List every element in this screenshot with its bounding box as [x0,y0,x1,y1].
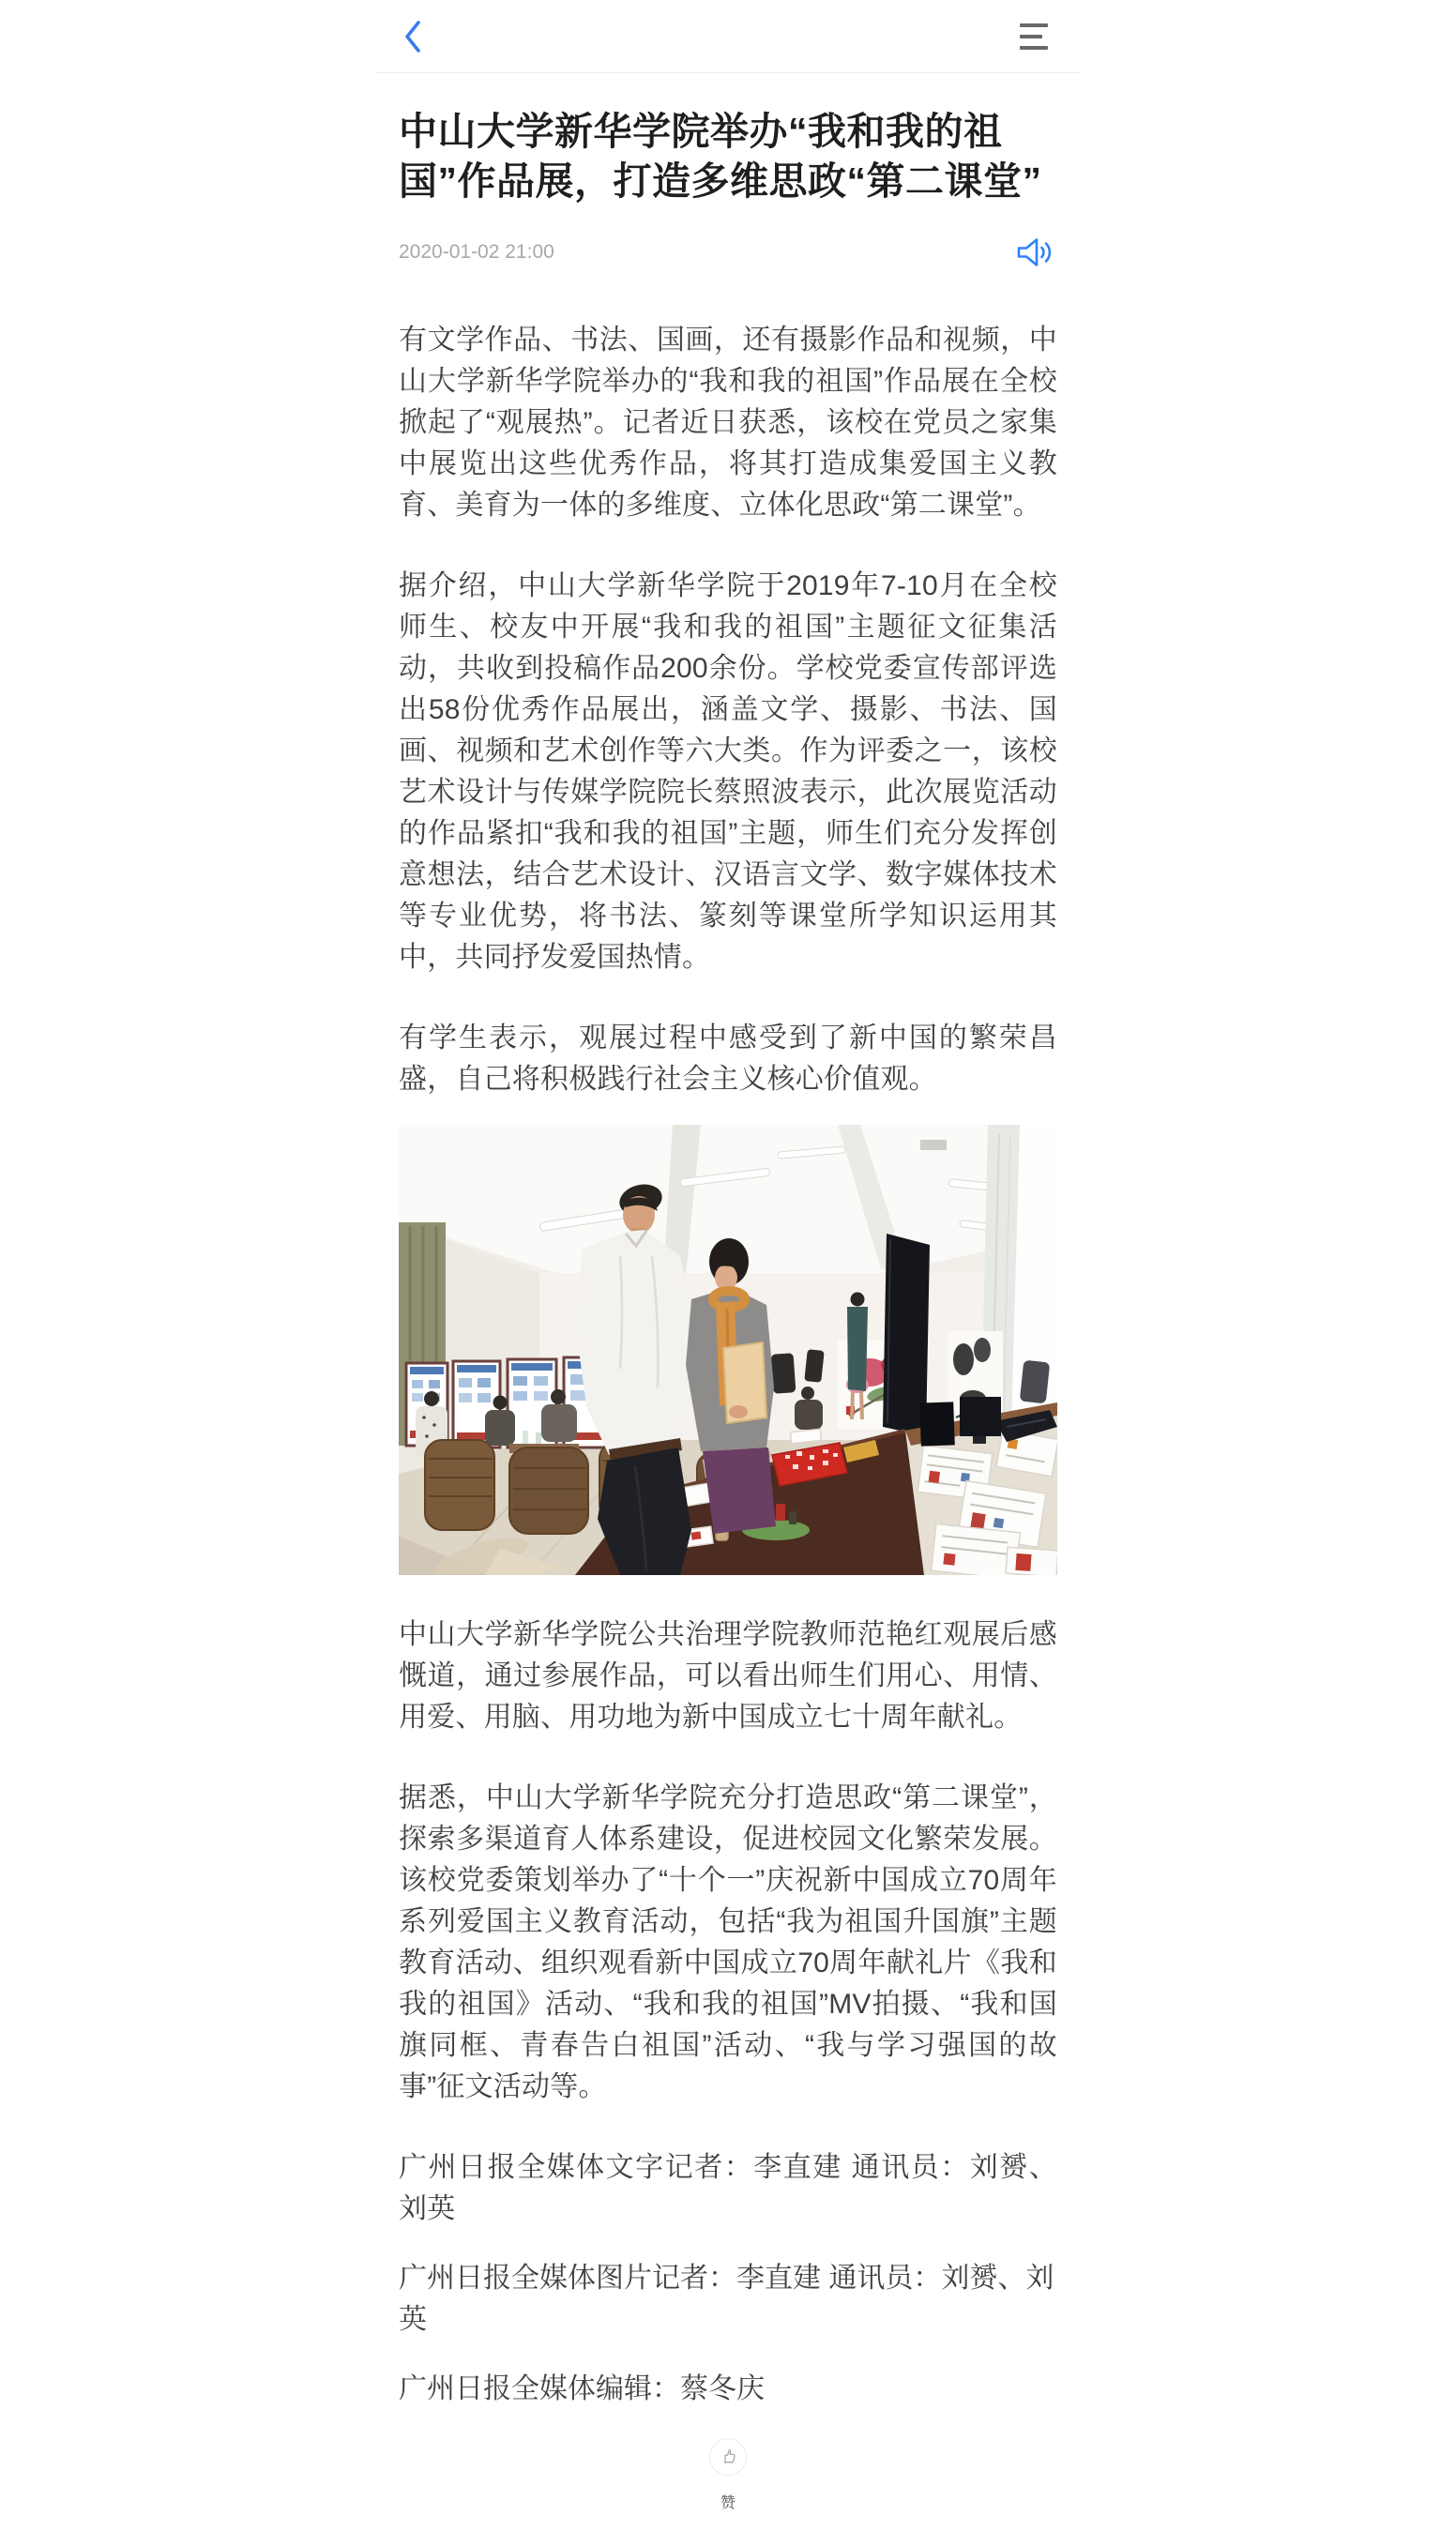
like-label: 赞 [720,2494,736,2511]
paragraph: 有文学作品、书法、国画，还有摄影作品和视频，中山大学新华学院举办的“我和我的祖国”作品展在全校掀起了“观展热”。记者近日获悉，该校在党员之家集中展览出这些优秀作品，将其打造成集爱国主义教育、美育为一体的多维度、立体化思政“第二课堂”。 [399,324,1057,521]
credit-line: 广州日报全媒体图片记者：李直建 通讯员：刘赟、刘英 [399,2262,1054,2335]
article-body [376,107,1080,2410]
speaker-audio-icon [1014,235,1057,269]
listen-audio-button[interactable] [1014,235,1057,269]
hamburger-menu-icon [1020,23,1048,50]
paragraph: 有学生表示，观展过程中感受到了新中国的繁荣昌盛，自己将积极践行社会主义核心价值观。 [399,1022,1057,1095]
menu-button[interactable] [1018,22,1050,52]
credit-line: 广州日报全媒体文字记者：李直建 通讯员：刘赟、刘英 [399,2151,1057,2224]
paragraph: 中山大学新华学院公共治理学院教师范艳红观展后感慨道，通过参展作品，可以看出师生们用心、用情、用爱、用脑、用功地为新中国成立七十周年献礼。 [399,1618,1057,1733]
article-page [376,0,1080,2531]
exhibition-photo-illustration [399,1125,1057,1575]
publish-date: 2020-01-02 21:00 [399,240,554,263]
article-photo[interactable] [399,1125,1057,1575]
paragraph: 据介绍，中山大学新华学院于2019年7-10月在全校师生、校友中开展“我和我的祖国”主题征文征集活动，共收到投稿作品200余份。学校党委宣传部评选出58份优秀作品展出，涵盖文学、摄影、书法、国画、视频和艺术创作等六大类。作为评委之一，该校艺术设计与传媒学院院长蔡照波表示，此次展览活动的作品紧扣“我和我的祖国”主题，师生们充分发挥创意想法，结合艺术设计、汉语言文学、数字媒体技术等专业优势，将书法、篆刻等课堂所学知识运用其中，共同抒发爱国热情。 [399,569,1057,973]
back-button[interactable] [401,17,425,56]
thumbs-up-icon [719,2447,738,2466]
like-button[interactable] [709,2438,747,2476]
article-title: 中山大学新华学院举办“我和我的祖国”作品展，打造多维思政“第二课堂” [399,110,1042,204]
top-nav [376,0,1080,73]
like-section [376,2438,1080,2531]
article-meta [399,235,1057,269]
credit-line: 广州日报全媒体编辑：蔡冬庆 [399,2372,765,2404]
paragraph: 据悉，中山大学新华学院充分打造思政“第二课堂”，探索多渠道育人体系建设，促进校园文化繁荣发展。该校党委策划举办了“十个一”庆祝新中国成立70周年系列爱国主义教育活动，包括“我为祖国升国旗”主题教育活动、组织观看新中国成立70周年献礼片《我和我的祖国》活动、“我和我的祖国”MV拍摄、“我和国旗同框、青春告白祖国”活动、“我与学习强国的故事”征文活动等。 [399,1781,1057,2102]
chevron-left-icon [404,21,421,53]
